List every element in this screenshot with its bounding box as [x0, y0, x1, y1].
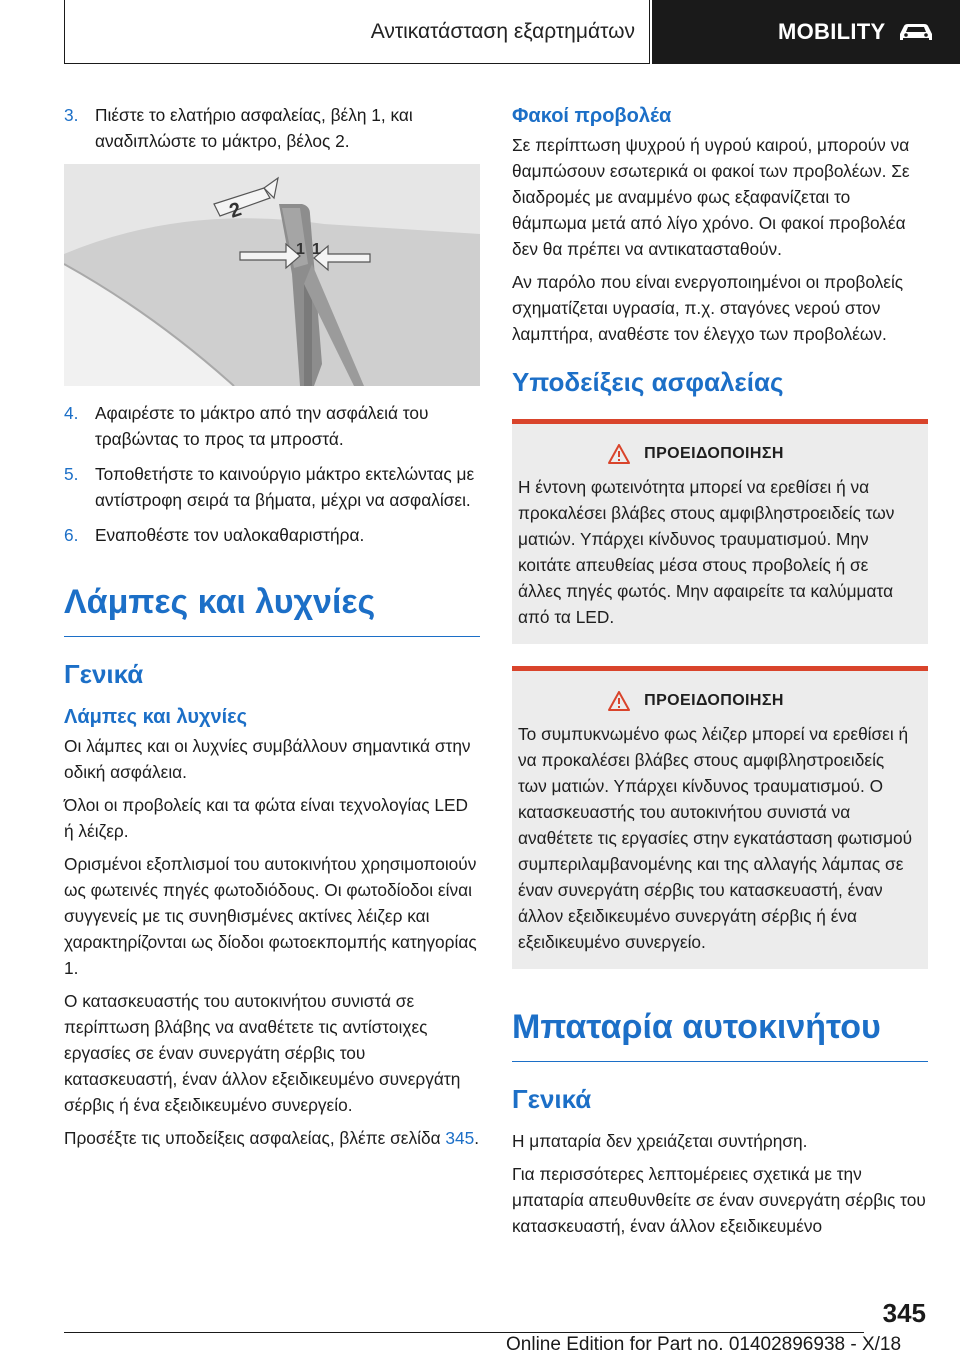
heading-general: Γενικά [512, 1084, 592, 1114]
paragraph: Ορισμένοι εξοπλισμοί του αυτοκινήτου χρησιμοποιούν ως φωτεινές πηγές φωτοδιόδους. Οι φωτοδίοδοι είναι συγγενείς με τις συνηθισμένες ακτίνες λέιζερ και χαρακτηρίζονται ως δίοδοι φωτοεκπομπής κατηγορίας 1. [64, 854, 477, 978]
header-chapter-box [652, 0, 960, 64]
step-text: Τοποθετήστε το καινούργιο μάκτρο εκτελώντας με αντίστροφη σειρά τα βήματα, μέχρι να ασφαλίσει. [95, 464, 475, 510]
wiper-illustration [64, 164, 480, 386]
warning-box [512, 666, 928, 969]
step-text: Αφαιρέστε το μάκτρο από την ασφάλειά του τραβώντας το προς τα μπροστά. [95, 403, 429, 449]
step-6 [64, 522, 480, 548]
paragraph: Για περισσότερες λεπτομέρειες σχετικά με την μπαταρία απευθυνθείτε σε έναν συνεργάτη σέρβις του κατασκευαστή, έναν άλλον εξειδικευμένο [512, 1164, 926, 1236]
footer-edition: Online Edition for Part no. 01402896938 - X/18 [506, 1334, 902, 1355]
heading-general: Γενικά [64, 659, 144, 689]
warning-text: Η έντονη φωτεινότητα μπορεί να ερεθίσει ή να προκαλέσει βλάβες στους αμφιβληστροειδείς των ματιών. Υπάρχει κίνδυνος τραυματισμού. Μην κοιτάτε απευθείας μέσα στους προβολείς ή σε άλλες πηγές φωτός. Μην αφαιρείτε τα καλύμματα από τα LED. [518, 477, 895, 627]
step-number: 4. [64, 403, 79, 423]
warning-title: ΠΡΟΕΙΔΟΠΟΙΗΣΗ [644, 445, 784, 462]
paragraph: Η μπαταρία δεν χρειάζεται συντήρηση. [512, 1131, 808, 1151]
step-number: 6. [64, 525, 79, 545]
chapter-title: MOBILITY [778, 19, 886, 44]
subheading-lamps: Λάμπες και λυχνίες [64, 706, 248, 728]
wiper-blade-figure [64, 164, 480, 386]
header-section-box [64, 0, 650, 64]
step-5 [64, 461, 480, 513]
paragraph: Όλοι οι προβολείς και τα φώτα είναι τεχνολογίας LED ή λέιζερ. [64, 795, 468, 841]
step-text: Εναποθέστε τον υαλοκαθαριστήρα. [95, 525, 365, 545]
warning-box [512, 419, 928, 644]
step-3 [64, 102, 480, 154]
left-column [64, 102, 480, 1158]
warning-text: Το συμπυκνωμένο φως λέιζερ μπορεί να ερεθίσει ή να προκαλέσει βλάβες στους αμφιβληστροειδείς των ματιών. Υπάρχει κίνδυνος τραυματισμού. Ο κατασκευαστής του αυτοκινήτου συνιστά να αναθέτετε τις εργασίες στην εγκατάσταση φωτισμού συμπεριλαμβανομένης και της αλλαγής λάμπας σε έναν συνεργάτη σέρβις του κατασκευαστή, έναν άλλον εξειδικευμένο συνεργάτη σέρβις ή ένα εξειδικευμένο συνεργείο. [518, 724, 913, 952]
paragraph: Σε περίπτωση ψυχρού ή υγρού καιρού, μπορούν να θαμπώσουν εσωτερικά οι φακοί των προβολέων. Σε διαδρομές με αναμμένο φως εξαφανίζεται το θάμπωμα μετά από λίγο χρόνο. Οι φακοί προβολέα δεν θα πρέπει να αντικατασταθούν. [512, 135, 910, 259]
figure-label-1a: 1 [296, 241, 305, 258]
warning-icon [608, 444, 630, 464]
figure-label-2: 2 [226, 198, 245, 223]
footer-divider [64, 1332, 864, 1333]
safety-reference-end: . [474, 1128, 480, 1148]
heading-battery: Μπαταρία αυτοκινήτου [512, 1005, 928, 1062]
warning-header [518, 444, 914, 464]
heading-lamps: Λάμπες και λυχνίες [64, 580, 480, 637]
paragraph: Αν παρόλο που είναι ενεργοποιημένοι οι προβολείς σχηματίζεται υγρασία, π.χ. σταγόνες νερού στον λαμπτήρα, αναθέστε τον έλεγχο των προβολέων. [512, 272, 904, 344]
page-number: 345 [882, 1298, 926, 1328]
page-link-345[interactable]: 345 [445, 1128, 475, 1148]
step-4 [64, 400, 480, 452]
paragraph: Οι λάμπες και οι λυχνίες συμβάλλουν σημαντικά στην οδική ασφάλεια. [64, 736, 471, 782]
safety-reference [64, 1125, 480, 1151]
subheading-lenses: Φακοί προβολέα [512, 105, 672, 127]
section-title: Αντικατάσταση εξαρτημάτων [370, 19, 635, 43]
warning-title: ΠΡΟΕΙΔΟΠΟΙΗΣΗ [644, 692, 784, 709]
safety-reference-text: Προσέξτε τις υποδείξεις ασφαλείας, βλέπε σελίδα [64, 1128, 446, 1148]
step-number: 5. [64, 464, 79, 484]
paragraph: Ο κατασκευαστής του αυτοκινήτου συνιστά σε περίπτωση βλάβης να αναθέτετε τις αντίστοιχες εργασίες σε έναν συνεργάτη σέρβις του κατασκευαστή, έναν άλλον εξειδικευμένο συνεργάτη σέρβις ή ένα εξειδικευμένο συνεργείο. [64, 991, 461, 1115]
step-text: Πιέστε το ελατήριο ασφαλείας, βέλη 1, και αναδιπλώστε το μάκτρο, βέλος 2. [95, 105, 413, 151]
warning-header [518, 691, 914, 711]
figure-label-1b: 1 [312, 241, 321, 258]
heading-safety-notes: Υποδείξεις ασφαλείας [512, 367, 784, 397]
right-column [512, 102, 928, 1246]
step-number: 3. [64, 105, 79, 125]
warning-icon [608, 691, 630, 711]
car-icon [896, 20, 936, 44]
